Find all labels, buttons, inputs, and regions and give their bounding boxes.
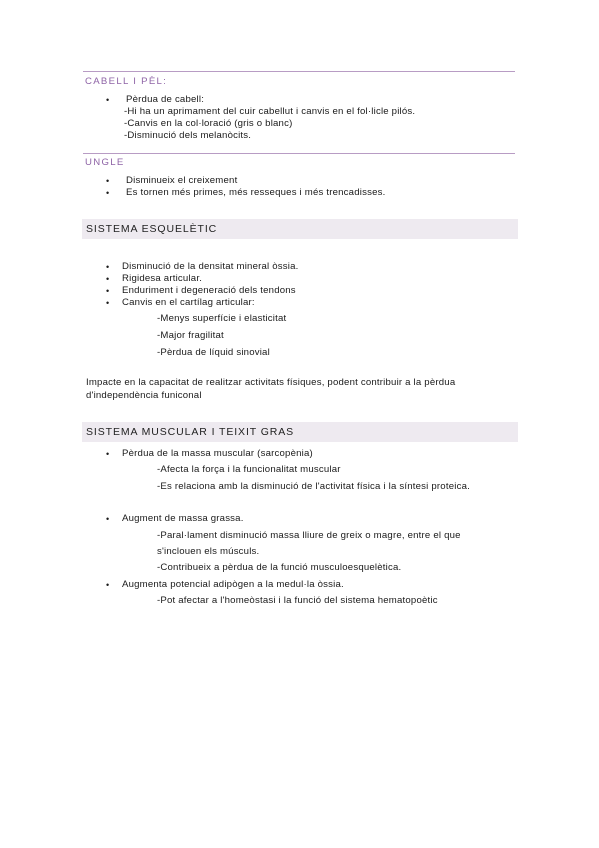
sub-item: -Pèrdua de líquid sinovial	[157, 347, 270, 358]
sub-item: -Es relaciona amb la disminució de l'activitat física i la síntesi proteica.	[157, 481, 470, 492]
bullet-icon: •	[106, 449, 110, 459]
list-item: Disminució de la densitat mineral òssia.	[122, 261, 299, 272]
paragraph-line: d'independència funiconal	[86, 390, 202, 401]
list-item: Augmenta potencial adipògen a la medul·la òssia.	[122, 579, 344, 590]
bullet-icon: •	[106, 262, 110, 272]
bullet-icon: •	[106, 298, 110, 308]
section-heading-ungle: UNGLE	[85, 157, 125, 168]
sub-item: -Major fragilitat	[157, 330, 224, 341]
list-item: Rigidesa articular.	[122, 273, 203, 284]
list-item: Canvis en el cartílag articular:	[122, 297, 255, 308]
sub-item: -Afecta la força i la funcionalitat muscular	[157, 464, 341, 475]
bullet-icon: •	[106, 286, 110, 296]
list-item: Pèrdua de la massa muscular (sarcopènia)	[122, 448, 313, 459]
section-divider	[83, 153, 515, 154]
sub-item: -Hi ha un aprimament del cuir cabellut i canvis en el fol·licle pilós.	[124, 106, 416, 117]
section-heading-cabell: CABELL I PÈL:	[85, 76, 168, 87]
bullet-icon: •	[106, 514, 110, 524]
section-divider	[83, 71, 515, 72]
sub-item: -Paral·lament disminució massa lliure de greix o magre, entre el que	[157, 530, 461, 541]
paragraph-line: Impacte en la capacitat de realitzar activitats físiques, podent contribuir a la pèrdua	[86, 377, 456, 388]
bullet-icon: •	[106, 188, 110, 198]
sub-item: -Pot afectar a l'homeòstasi i la funció del sistema hematopoètic	[157, 595, 438, 606]
list-item: Disminueix el creixement	[126, 175, 238, 186]
list-item: Augment de massa grassa.	[122, 513, 244, 524]
section-heading-muscular: SISTEMA MUSCULAR I TEIXIT GRAS	[86, 426, 295, 438]
list-item: Enduriment i degeneració dels tendons	[122, 285, 296, 296]
section-band	[82, 422, 518, 442]
bullet-icon: •	[106, 274, 110, 284]
bullet-icon: •	[106, 580, 110, 590]
section-band	[82, 219, 518, 239]
sub-item: s'inclouen els músculs.	[157, 546, 260, 557]
section-heading-esqueletic: SISTEMA ESQUELÈTIC	[86, 223, 218, 235]
sub-item: -Contribueix a pèrdua de la funció musculoesquelètica.	[157, 562, 402, 573]
bullet-icon: •	[106, 95, 110, 105]
list-item: Pèrdua de cabell:	[126, 94, 205, 105]
sub-item: -Menys superfície i elasticitat	[157, 313, 287, 324]
sub-item: -Disminució dels melanòcits.	[124, 130, 252, 141]
sub-item: -Canvis en la col·loració (gris o blanc)	[124, 118, 293, 129]
bullet-icon: •	[106, 176, 110, 186]
list-item: Es tornen més primes, més resseques i més trencadisses.	[126, 187, 386, 198]
